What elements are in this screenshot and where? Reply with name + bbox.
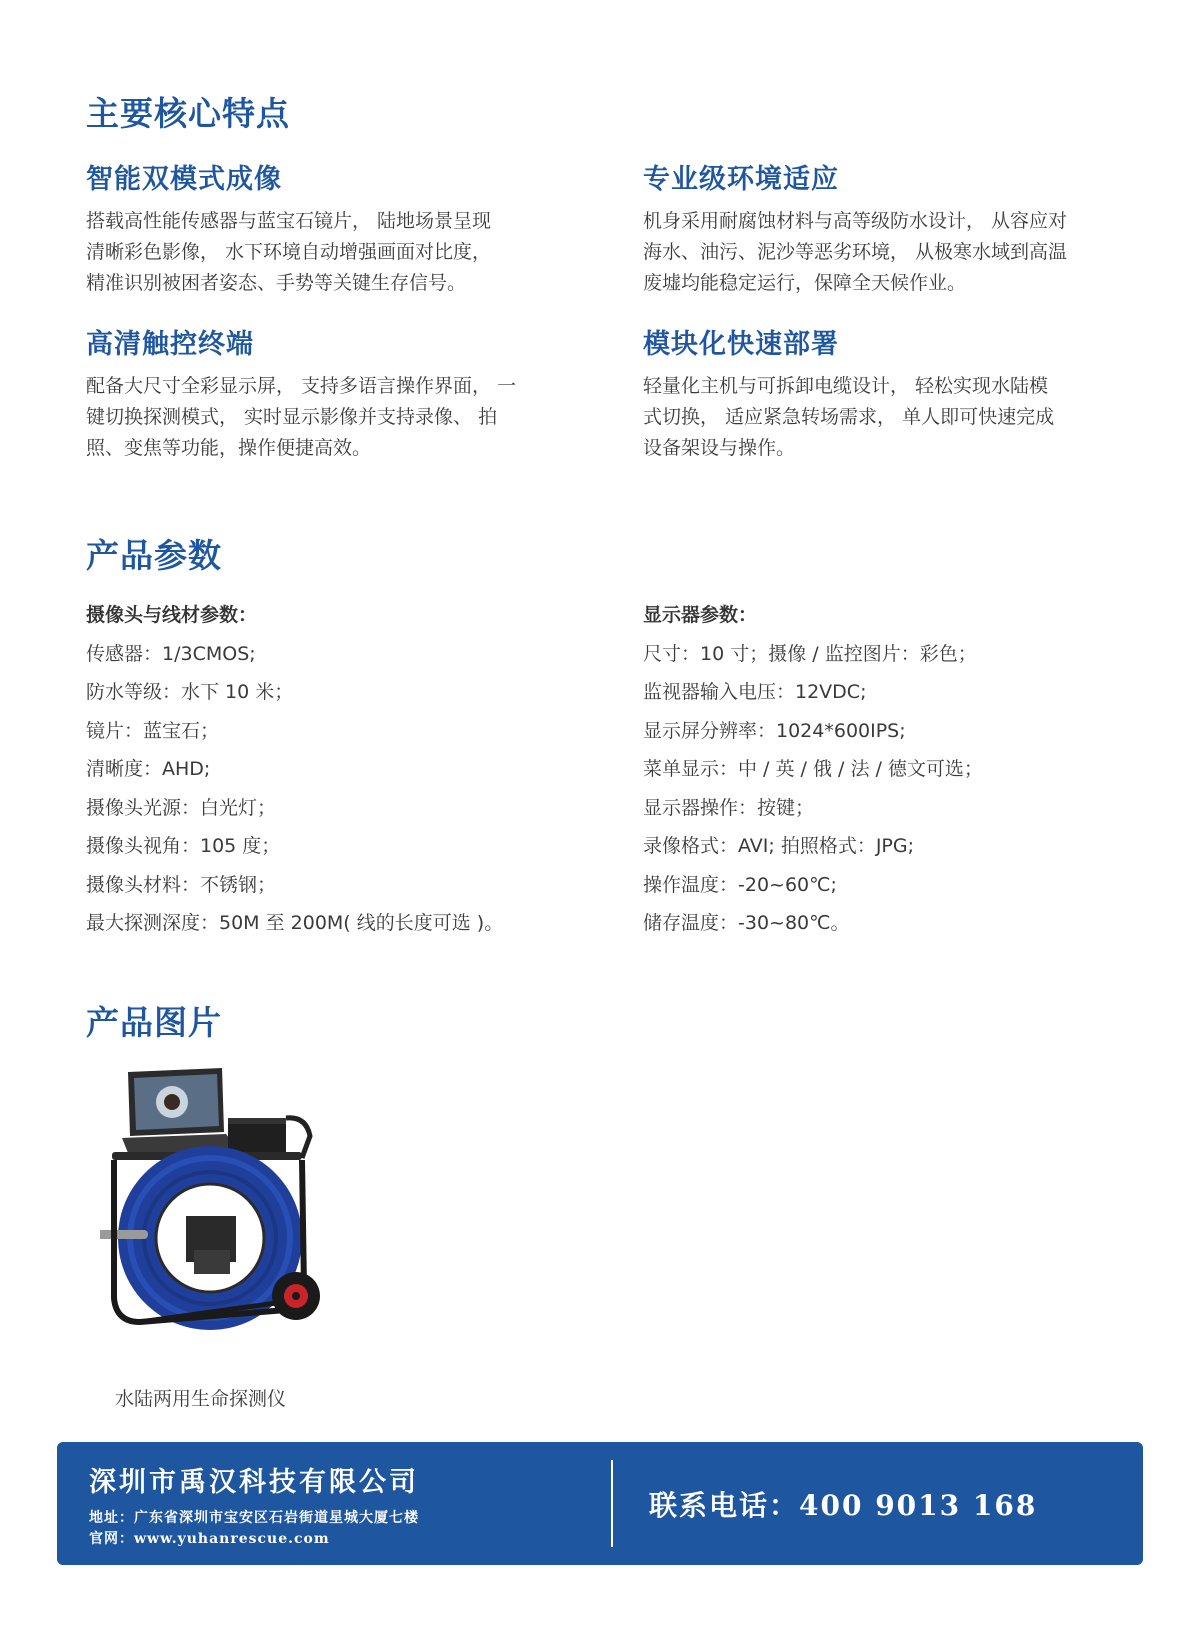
spec-line: 显示屏分辨率：1024*600IPS; [643,719,906,742]
spec-line: 防水等级：水下 10 米； [86,681,294,703]
product-caption: 水陆两用生命探测仪 [115,1388,287,1410]
feature-title-environment: 专业级环境适应 [643,164,839,195]
feature-desc-line: 精准识别被困者姿态、手势等关键生存信号。 [86,272,467,294]
camera-specs [86,596,586,943]
photos-heading: 产品图片 [86,1003,222,1042]
spec-line: 摄像头视角：105 度； [86,835,281,857]
spec-line: 储存温度：-30~80℃。 [643,912,850,934]
spec-line: 镜片：蓝宝石； [86,719,220,742]
product-image [100,1060,345,1350]
feature-desc-environment [643,206,1113,299]
footer-banner [57,1442,1143,1565]
spec-line: 最大探测深度：50M 至 200M( 线的长度可选 )。 [86,912,504,934]
feature-desc-line: 式切换， 适应紧急转场需求， 单人即可快速完成 [643,406,1055,428]
camera-probe [100,1230,148,1239]
display-specs [643,596,1143,943]
feature-title-deployment: 模块化快速部署 [643,329,839,360]
feature-desc-line: 搭载高性能传感器与蓝宝石镜片， 陆地场景呈现 [86,210,492,232]
specs-heading: 产品参数 [86,536,222,575]
contact-phone[interactable]: 联系电话：400 9013 168 [649,1489,1038,1522]
feature-desc-deployment [643,371,1113,464]
footer-divider [611,1460,613,1547]
features-heading: 主要核心特点 [86,94,290,133]
feature-desc-line: 机身采用耐腐蚀材料与高等级防水设计， 从容应对 [643,210,1068,232]
feature-desc-line: 轻量化主机与可拆卸电缆设计， 轻松实现水陆模 [643,375,1049,397]
feature-desc-terminal [86,371,556,464]
camera-specs-title: 摄像头与线材参数： [86,604,258,626]
company-name: 深圳市禹汉科技有限公司 [89,1467,419,1498]
feature-title-terminal: 高清触控终端 [86,329,254,360]
spec-line: 清晰度：AHD; [86,758,211,780]
spec-line: 监视器输入电压：12VDC; [643,681,867,703]
display-specs-title: 显示器参数： [643,604,758,626]
feature-desc-line: 清晰彩色影像， 水下环境自动增强画面对比度， [86,241,492,263]
spec-line: 摄像头材料：不锈钢； [86,873,277,896]
feature-desc-line: 键切换探测模式， 实时显示影像并支持录像、 拍 [86,406,498,428]
feature-desc-line: 配备大尺寸全彩显示屏， 支持多语言操作界面， 一 [86,375,517,397]
spec-line: 菜单显示：中 / 英 / 俄 / 法 / 德文可选； [643,758,983,780]
company-website[interactable]: 官网：www.yuhanrescue.com [89,1531,330,1547]
company-address: 地址：广东省深圳市宝安区石岩街道星城大厦七楼 [89,1510,419,1526]
feature-desc-line: 设备架设与操作。 [643,437,796,459]
spec-line: 录像格式：AVI; 拍照格式：JPG; [643,835,915,857]
spec-line: 显示器操作：按键； [643,796,815,819]
feature-desc-line: 海水、油污、泥沙等恶劣环境， 从极寒水域到高温 [643,241,1068,263]
feature-desc-line: 废墟均能稳定运行，保障全天候作业。 [643,272,967,294]
spec-line: 操作温度：-20~60℃; [643,873,837,896]
feature-desc-imaging [86,206,556,299]
feature-title-imaging: 智能双模式成像 [86,164,282,195]
spec-line: 摄像头光源：白光灯； [86,796,277,819]
spec-line: 传感器：1/3CMOS; [86,642,256,665]
spec-line: 尺寸：10 寸；摄像 / 监控图片：彩色； [643,642,977,665]
feature-desc-line: 照、变焦等功能，操作便捷高效。 [86,437,372,459]
